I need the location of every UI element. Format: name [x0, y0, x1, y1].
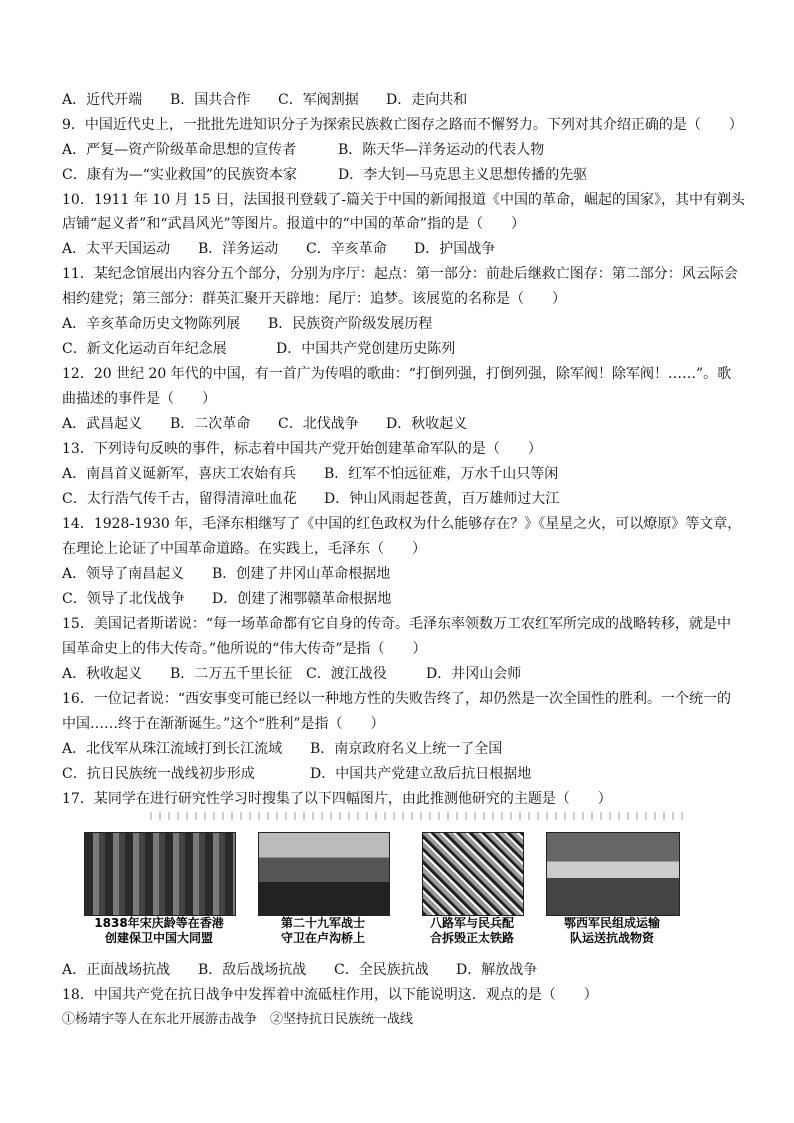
q17-photo-3-caption-line2: 合拆毁正太铁路 — [429, 931, 514, 945]
q13-option-c[interactable]: C．太行浩气传千古，留得清漳吐血花 — [62, 491, 297, 507]
q16-option-d[interactable]: D．中国共产党建立敌后抗日根据地 — [310, 766, 532, 782]
q17-photo-1 — [84, 832, 234, 946]
q17-photo-1-image — [84, 832, 236, 916]
q9-option-c[interactable]: C．康有为—“实业救国”的民族资本家 — [62, 167, 298, 183]
q9-option-a[interactable]: A．严复—资产阶级革命思想的宣传者 — [62, 142, 297, 158]
q10-option-c[interactable]: C．辛亥革命 — [306, 241, 387, 257]
q13-option-a[interactable]: A．南昌首义诞新军，喜庆工农始有兵 — [62, 466, 297, 482]
q16-option-c[interactable]: C．抗日民族统一战线初步形成 — [62, 766, 255, 782]
q14-option-d[interactable]: D．创建了湘鄂赣革命根据地 — [212, 591, 392, 607]
q13-option-d[interactable]: D．钟山风雨起苍黄，百万雄师过大江 — [324, 491, 560, 507]
q17-option-b[interactable]: B．敌后战场抗战 — [198, 962, 307, 978]
q11-option-b[interactable]: B．民族资产阶级发展历程 — [268, 316, 433, 332]
q17-photo-1-caption-line1: 1838年宋庆龄等在香港 — [94, 916, 224, 930]
q17-photo-2-caption-line1: 第二十九军战士 — [280, 916, 365, 930]
q12-stem-line1: 12．20 世纪 20 年代的中国，有一首广为传唱的歌曲：“打倒列强，打倒列强，除军阀！除军阀！……”。歌 — [62, 366, 732, 382]
q12-stem-line2: 曲描述的事件是（ ） — [62, 391, 216, 407]
q13-option-b[interactable]: B．红军不怕远征难，万水千山只等闲 — [324, 466, 559, 482]
q17-option-d[interactable]: D．解放战争 — [456, 962, 538, 978]
scan-noise — [150, 812, 690, 820]
q11-stem-line1: 11．某纪念馆展出内容分五个部分，分别为序厅：起点：第一部分：前赴后继救亡图存：第二部分：风云际会 — [62, 266, 738, 282]
q8-option-a[interactable]: A．近代开端 — [62, 92, 143, 108]
q10-stem-line2: 店铺“起义者”和“武昌风光”等图片。报道中的“中国的革命”指的是（ ） — [62, 216, 525, 232]
q18-statements: ①杨靖宇等人在东北开展游击战争 ②坚持抗日民族统一战线 — [62, 1012, 414, 1027]
q14-stem-line1: 14．1928-1930 年，毛泽东相继写了《中国的红色政权为什么能够存在？》《星星之火，可以燎原》等文章， — [62, 516, 742, 532]
q17-option-c[interactable]: C．全民族抗战 — [334, 962, 429, 978]
q15-stem-line1: 15．美国记者斯诺说：“每一场革命都有它自身的传奇。毛泽东率领数万工农红军所完成的战略转移，就是中 — [62, 616, 731, 632]
q18-stem: 18．中国共产党在抗日战争中发挥着中流砥柱作用，以下能说明这．观点的是（ ） — [62, 987, 598, 1003]
q16-stem-line2: 中国……终于在渐渐诞生。”这个“胜利”是指（ ） — [62, 716, 385, 732]
q17-photo-3-image — [422, 832, 524, 916]
q11-option-d[interactable]: D．中国共产党创建历史陈列 — [276, 341, 456, 357]
q17-photo-3 — [422, 832, 522, 946]
q17-photo-4-caption-line2: 队运送抗战物资 — [569, 931, 654, 945]
q11-option-a[interactable]: A．辛亥革命历史文物陈列展 — [62, 316, 241, 332]
q10-option-d[interactable]: D．护国战争 — [414, 241, 496, 257]
q15-option-a[interactable]: A．秋收起义 — [62, 666, 143, 682]
q12-option-b[interactable]: B．二次革命 — [170, 416, 251, 432]
q10-option-b[interactable]: B．洋务运动 — [198, 241, 279, 257]
q16-option-a[interactable]: A．北伐军从珠江流域打到长江流域 — [62, 741, 283, 757]
q17-photo-2 — [258, 832, 388, 946]
q13-stem: 13．下列诗句反映的事件，标志着中国共产党开始创建革命军队的是（ ） — [62, 441, 542, 457]
q14-option-c[interactable]: C．领导了北伐战争 — [62, 591, 185, 607]
q15-option-d[interactable]: D．井冈山会师 — [426, 666, 522, 682]
q15-option-b[interactable]: B．二万五千里长征 — [170, 666, 293, 682]
q17-photo-3-caption-line1: 八路军与民兵配 — [429, 916, 514, 930]
q10-stem-line1: 10．1911 年 10 月 15 日，法国报刊登载了-篇关于中国的新闻报道《中国的革命，崛起的国家》，其中有剃头 — [62, 192, 746, 208]
q9-stem: 9．中国近代史上，一批批先进知识分子为探索民族救亡图存之路而不懈努力。下列对其介绍正确的是（ ） — [62, 117, 743, 133]
q12-option-d[interactable]: D．秋收起义 — [386, 416, 468, 432]
q17-photo-4-caption-line1: 鄂西军民组成运输 — [563, 916, 660, 930]
q17-photo-2-caption-line2: 守卫在卢沟桥上 — [280, 931, 365, 945]
q17-photo-strip — [84, 824, 704, 954]
q15-stem-line2: 国革命史上的伟大传奇。”他所说的“伟大传奇”是指（ ） — [62, 641, 427, 657]
q15-option-c[interactable]: C．渡江战役 — [306, 666, 387, 682]
q17-stem: 17．某同学在进行研究性学习时搜集了以下四幅图片，由此推测他研究的主题是（ ） — [62, 791, 612, 807]
q17-photo-4 — [546, 832, 678, 946]
q11-stem-line2: 相约建党；第三部分：群英汇聚开天辟地：尾厅：追梦。该展览的名称是（ ） — [62, 291, 566, 307]
q9-option-d[interactable]: D．李大钊—马克思主义思想传播的先驱 — [338, 167, 588, 183]
q16-option-b[interactable]: B．南京政府名义上统一了全国 — [310, 741, 503, 757]
q12-option-a[interactable]: A．武昌起义 — [62, 416, 143, 432]
q9-option-b[interactable]: B．陈天华—洋务运动的代表人物 — [338, 142, 545, 158]
q17-photo-4-image — [546, 832, 680, 916]
q14-option-a[interactable]: A．领导了南昌起义 — [62, 566, 185, 582]
q8-option-d[interactable]: D．走向共和 — [386, 92, 468, 108]
q17-photo-2-image — [258, 832, 390, 916]
q17-photo-1-caption-line2: 创建保卫中国大同盟 — [104, 931, 213, 945]
q14-option-b[interactable]: B．创建了井冈山革命根据地 — [212, 566, 391, 582]
q17-option-a[interactable]: A．正面战场抗战 — [62, 962, 171, 978]
q8-option-b[interactable]: B．国共合作 — [170, 92, 251, 108]
q16-stem-line1: 16．一位记者说：“西安事变可能已经以一种地方性的失败告终了，却仍然是一次全国性的胜利。一个统一的 — [62, 691, 731, 707]
q11-option-c[interactable]: C．新文化运动百年纪念展 — [62, 341, 227, 357]
q14-stem-line2: 在理论上论证了中国革命道路。在实践上，毛泽东（ ） — [62, 541, 426, 557]
q8-option-c[interactable]: C．军阀割据 — [278, 92, 359, 108]
q12-option-c[interactable]: C．北伐战争 — [278, 416, 359, 432]
q10-option-a[interactable]: A．太平天国运动 — [62, 241, 171, 257]
